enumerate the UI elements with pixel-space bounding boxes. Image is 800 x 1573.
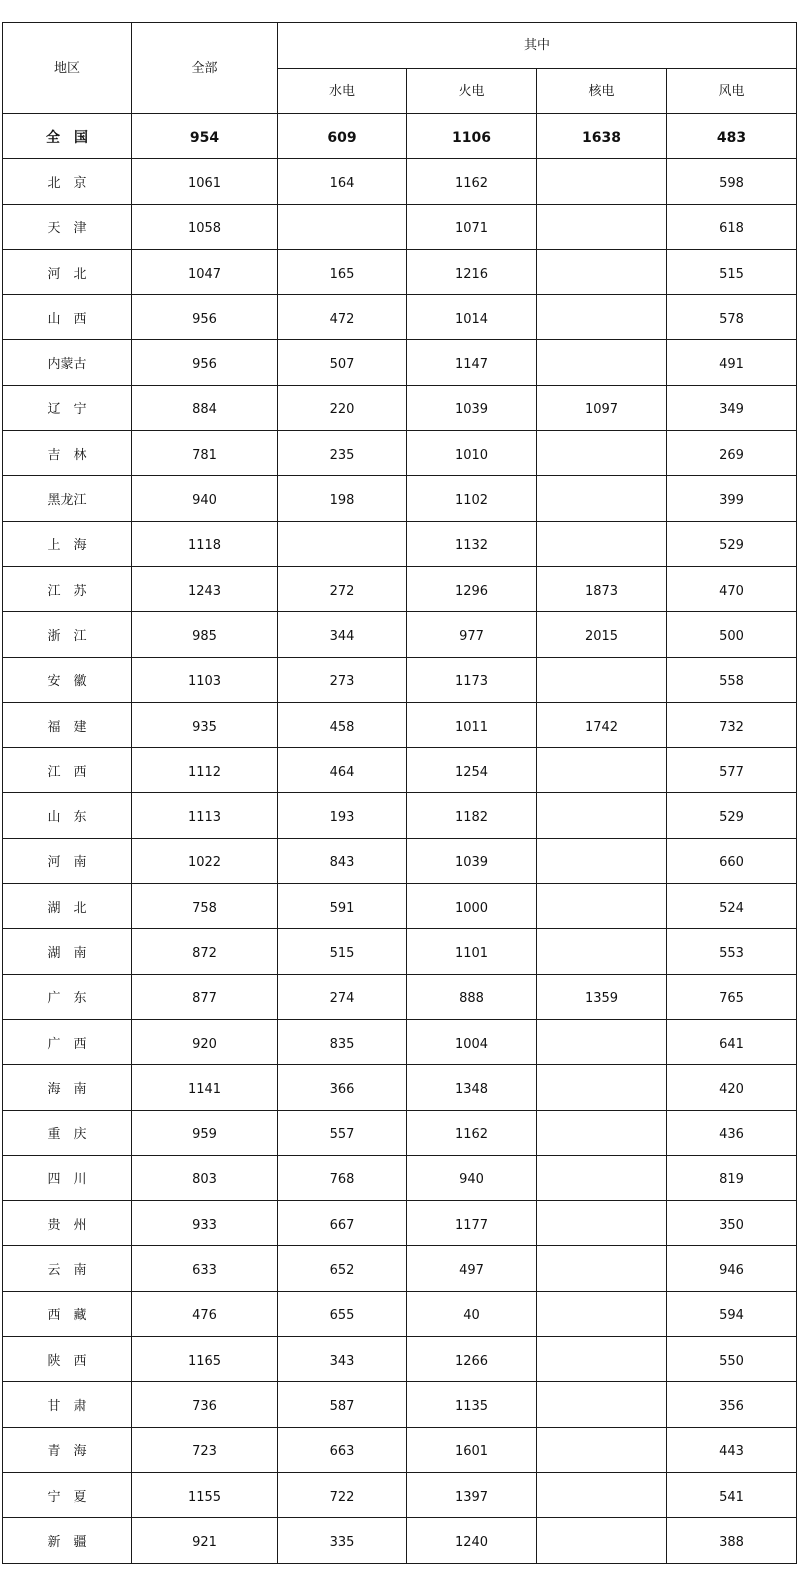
cell-region: 宁 夏 bbox=[3, 1472, 132, 1517]
cell-region: 西 藏 bbox=[3, 1291, 132, 1336]
cell-region: 青 海 bbox=[3, 1427, 132, 1472]
cell-region: 湖 南 bbox=[3, 929, 132, 974]
cell-nuclear bbox=[537, 521, 667, 566]
cell-total: 1141 bbox=[132, 1065, 278, 1110]
cell-nuclear bbox=[537, 1065, 667, 1110]
table-row bbox=[3, 748, 797, 793]
cell-thermal: 497 bbox=[407, 1246, 537, 1291]
table-row bbox=[3, 340, 797, 385]
cell-region: 甘 肃 bbox=[3, 1382, 132, 1427]
table-row bbox=[3, 1155, 797, 1200]
table-header bbox=[3, 23, 797, 114]
cell-nuclear bbox=[537, 295, 667, 340]
cell-region: 山 东 bbox=[3, 793, 132, 838]
cell-region: 河 南 bbox=[3, 838, 132, 883]
cell-hydro: 366 bbox=[278, 1065, 407, 1110]
cell-region: 吉 林 bbox=[3, 431, 132, 476]
cell-thermal: 940 bbox=[407, 1155, 537, 1200]
cell-nuclear bbox=[537, 1019, 667, 1064]
cell-thermal: 1177 bbox=[407, 1201, 537, 1246]
table-row bbox=[3, 1291, 797, 1336]
table-row bbox=[3, 476, 797, 521]
cell-total: 956 bbox=[132, 340, 278, 385]
cell-region: 新 疆 bbox=[3, 1518, 132, 1563]
cell-nuclear bbox=[537, 657, 667, 702]
cell-nuclear bbox=[537, 431, 667, 476]
cell-total: 1058 bbox=[132, 204, 278, 249]
cell-hydro: 722 bbox=[278, 1472, 407, 1517]
header-hydro: 水电 bbox=[278, 69, 407, 114]
cell-wind: 618 bbox=[667, 204, 797, 249]
cell-total: 933 bbox=[132, 1201, 278, 1246]
cell-total: 1243 bbox=[132, 566, 278, 611]
table-row bbox=[3, 1246, 797, 1291]
cell-total: 1118 bbox=[132, 521, 278, 566]
cell-nuclear bbox=[537, 159, 667, 204]
table-body bbox=[3, 114, 797, 1564]
cell-region: 江 西 bbox=[3, 748, 132, 793]
cell-hydro: 344 bbox=[278, 612, 407, 657]
cell-hydro: 198 bbox=[278, 476, 407, 521]
national-row bbox=[3, 114, 797, 159]
cell-hydro: 464 bbox=[278, 748, 407, 793]
cell-region: 广 西 bbox=[3, 1019, 132, 1064]
header-total: 全部 bbox=[132, 23, 278, 114]
cell-nuclear bbox=[537, 1291, 667, 1336]
cell-thermal: 1106 bbox=[407, 114, 537, 159]
header-row-1 bbox=[3, 23, 797, 69]
cell-hydro: 193 bbox=[278, 793, 407, 838]
cell-wind: 765 bbox=[667, 974, 797, 1019]
cell-nuclear: 1638 bbox=[537, 114, 667, 159]
table-row bbox=[3, 838, 797, 883]
cell-thermal: 1135 bbox=[407, 1382, 537, 1427]
cell-nuclear bbox=[537, 748, 667, 793]
cell-region: 云 南 bbox=[3, 1246, 132, 1291]
cell-wind: 577 bbox=[667, 748, 797, 793]
cell-thermal: 1010 bbox=[407, 431, 537, 476]
cell-total: 781 bbox=[132, 431, 278, 476]
cell-total: 1113 bbox=[132, 793, 278, 838]
cell-nuclear bbox=[537, 1382, 667, 1427]
table-row bbox=[3, 249, 797, 294]
table-row bbox=[3, 1382, 797, 1427]
cell-wind: 598 bbox=[667, 159, 797, 204]
cell-total: 1022 bbox=[132, 838, 278, 883]
cell-nuclear bbox=[537, 1337, 667, 1382]
cell-wind: 558 bbox=[667, 657, 797, 702]
cell-hydro: 274 bbox=[278, 974, 407, 1019]
power-hours-table bbox=[2, 22, 797, 1564]
header-of-which: 其中 bbox=[278, 23, 797, 69]
cell-thermal: 1254 bbox=[407, 748, 537, 793]
data-table-container bbox=[2, 22, 796, 1564]
cell-wind: 529 bbox=[667, 521, 797, 566]
cell-nuclear bbox=[537, 793, 667, 838]
cell-thermal: 888 bbox=[407, 974, 537, 1019]
cell-total: 736 bbox=[132, 1382, 278, 1427]
cell-wind: 819 bbox=[667, 1155, 797, 1200]
cell-region: 福 建 bbox=[3, 702, 132, 747]
cell-hydro: 273 bbox=[278, 657, 407, 702]
cell-region: 江 苏 bbox=[3, 566, 132, 611]
cell-nuclear bbox=[537, 838, 667, 883]
cell-total: 877 bbox=[132, 974, 278, 1019]
cell-region: 海 南 bbox=[3, 1065, 132, 1110]
cell-hydro: 235 bbox=[278, 431, 407, 476]
cell-wind: 483 bbox=[667, 114, 797, 159]
cell-thermal: 1014 bbox=[407, 295, 537, 340]
cell-total: 1103 bbox=[132, 657, 278, 702]
cell-nuclear: 1359 bbox=[537, 974, 667, 1019]
cell-region: 广 东 bbox=[3, 974, 132, 1019]
cell-total: 935 bbox=[132, 702, 278, 747]
cell-total: 959 bbox=[132, 1110, 278, 1155]
cell-hydro: 557 bbox=[278, 1110, 407, 1155]
header-wind: 风电 bbox=[667, 69, 797, 114]
cell-region: 浙 江 bbox=[3, 612, 132, 657]
cell-nuclear: 1097 bbox=[537, 385, 667, 430]
table-row bbox=[3, 612, 797, 657]
cell-thermal: 1039 bbox=[407, 385, 537, 430]
cell-region: 黑龙江 bbox=[3, 476, 132, 521]
cell-nuclear bbox=[537, 249, 667, 294]
cell-region: 内蒙古 bbox=[3, 340, 132, 385]
cell-hydro: 591 bbox=[278, 884, 407, 929]
cell-hydro: 472 bbox=[278, 295, 407, 340]
cell-nuclear bbox=[537, 884, 667, 929]
cell-thermal: 40 bbox=[407, 1291, 537, 1336]
table-row bbox=[3, 1019, 797, 1064]
cell-wind: 388 bbox=[667, 1518, 797, 1563]
cell-nuclear bbox=[537, 476, 667, 521]
cell-wind: 269 bbox=[667, 431, 797, 476]
cell-thermal: 1173 bbox=[407, 657, 537, 702]
cell-wind: 524 bbox=[667, 884, 797, 929]
table-row bbox=[3, 295, 797, 340]
cell-hydro: 343 bbox=[278, 1337, 407, 1382]
cell-hydro: 165 bbox=[278, 249, 407, 294]
cell-nuclear bbox=[537, 1110, 667, 1155]
cell-hydro: 768 bbox=[278, 1155, 407, 1200]
cell-total: 1165 bbox=[132, 1337, 278, 1382]
cell-region: 辽 宁 bbox=[3, 385, 132, 430]
cell-wind: 515 bbox=[667, 249, 797, 294]
cell-thermal: 1162 bbox=[407, 1110, 537, 1155]
cell-wind: 550 bbox=[667, 1337, 797, 1382]
cell-thermal: 1071 bbox=[407, 204, 537, 249]
cell-hydro bbox=[278, 521, 407, 566]
cell-thermal: 1266 bbox=[407, 1337, 537, 1382]
cell-thermal: 1132 bbox=[407, 521, 537, 566]
cell-region: 四 川 bbox=[3, 1155, 132, 1200]
cell-total: 723 bbox=[132, 1427, 278, 1472]
cell-wind: 660 bbox=[667, 838, 797, 883]
table-row bbox=[3, 204, 797, 249]
table-row bbox=[3, 974, 797, 1019]
cell-wind: 594 bbox=[667, 1291, 797, 1336]
cell-nuclear bbox=[537, 1246, 667, 1291]
cell-wind: 443 bbox=[667, 1427, 797, 1472]
cell-wind: 349 bbox=[667, 385, 797, 430]
cell-nuclear bbox=[537, 204, 667, 249]
cell-hydro bbox=[278, 204, 407, 249]
cell-thermal: 1397 bbox=[407, 1472, 537, 1517]
table-row bbox=[3, 1472, 797, 1517]
cell-hydro: 609 bbox=[278, 114, 407, 159]
cell-hydro: 515 bbox=[278, 929, 407, 974]
cell-nuclear bbox=[537, 1155, 667, 1200]
table-row bbox=[3, 1201, 797, 1246]
cell-nuclear: 2015 bbox=[537, 612, 667, 657]
cell-nuclear bbox=[537, 1518, 667, 1563]
table-row bbox=[3, 385, 797, 430]
cell-wind: 500 bbox=[667, 612, 797, 657]
cell-hydro: 272 bbox=[278, 566, 407, 611]
cell-hydro: 587 bbox=[278, 1382, 407, 1427]
cell-wind: 350 bbox=[667, 1201, 797, 1246]
table-row bbox=[3, 793, 797, 838]
table-row bbox=[3, 521, 797, 566]
cell-total: 1047 bbox=[132, 249, 278, 294]
cell-region: 湖 北 bbox=[3, 884, 132, 929]
cell-thermal: 1296 bbox=[407, 566, 537, 611]
cell-region: 全 国 bbox=[3, 114, 132, 159]
cell-total: 884 bbox=[132, 385, 278, 430]
table-row bbox=[3, 431, 797, 476]
cell-wind: 578 bbox=[667, 295, 797, 340]
cell-thermal: 1182 bbox=[407, 793, 537, 838]
table-row bbox=[3, 1065, 797, 1110]
cell-hydro: 220 bbox=[278, 385, 407, 430]
cell-hydro: 458 bbox=[278, 702, 407, 747]
table-row bbox=[3, 1427, 797, 1472]
cell-nuclear: 1742 bbox=[537, 702, 667, 747]
cell-region: 山 西 bbox=[3, 295, 132, 340]
cell-wind: 470 bbox=[667, 566, 797, 611]
cell-wind: 946 bbox=[667, 1246, 797, 1291]
cell-region: 河 北 bbox=[3, 249, 132, 294]
cell-region: 贵 州 bbox=[3, 1201, 132, 1246]
cell-nuclear bbox=[537, 929, 667, 974]
cell-region: 上 海 bbox=[3, 521, 132, 566]
cell-wind: 491 bbox=[667, 340, 797, 385]
cell-total: 956 bbox=[132, 295, 278, 340]
table-row bbox=[3, 159, 797, 204]
cell-total: 803 bbox=[132, 1155, 278, 1200]
cell-wind: 436 bbox=[667, 1110, 797, 1155]
cell-total: 920 bbox=[132, 1019, 278, 1064]
cell-thermal: 1000 bbox=[407, 884, 537, 929]
cell-thermal: 1348 bbox=[407, 1065, 537, 1110]
cell-wind: 420 bbox=[667, 1065, 797, 1110]
cell-nuclear bbox=[537, 340, 667, 385]
cell-total: 940 bbox=[132, 476, 278, 521]
cell-nuclear bbox=[537, 1472, 667, 1517]
cell-thermal: 1216 bbox=[407, 249, 537, 294]
cell-nuclear bbox=[537, 1427, 667, 1472]
cell-hydro: 655 bbox=[278, 1291, 407, 1336]
cell-nuclear bbox=[537, 1201, 667, 1246]
cell-total: 633 bbox=[132, 1246, 278, 1291]
header-thermal: 火电 bbox=[407, 69, 537, 114]
header-nuclear: 核电 bbox=[537, 69, 667, 114]
header-region: 地区 bbox=[3, 23, 132, 114]
cell-region: 北 京 bbox=[3, 159, 132, 204]
cell-hydro: 164 bbox=[278, 159, 407, 204]
cell-nuclear: 1873 bbox=[537, 566, 667, 611]
table-row bbox=[3, 1518, 797, 1563]
cell-total: 476 bbox=[132, 1291, 278, 1336]
cell-thermal: 1101 bbox=[407, 929, 537, 974]
cell-region: 重 庆 bbox=[3, 1110, 132, 1155]
cell-region: 陕 西 bbox=[3, 1337, 132, 1382]
cell-wind: 553 bbox=[667, 929, 797, 974]
cell-hydro: 667 bbox=[278, 1201, 407, 1246]
table-row bbox=[3, 1110, 797, 1155]
cell-wind: 732 bbox=[667, 702, 797, 747]
cell-hydro: 663 bbox=[278, 1427, 407, 1472]
table-row bbox=[3, 1337, 797, 1382]
cell-hydro: 843 bbox=[278, 838, 407, 883]
table-row bbox=[3, 657, 797, 702]
cell-wind: 399 bbox=[667, 476, 797, 521]
cell-thermal: 1102 bbox=[407, 476, 537, 521]
cell-hydro: 335 bbox=[278, 1518, 407, 1563]
cell-thermal: 1011 bbox=[407, 702, 537, 747]
cell-wind: 356 bbox=[667, 1382, 797, 1427]
cell-region: 安 徽 bbox=[3, 657, 132, 702]
cell-total: 872 bbox=[132, 929, 278, 974]
table-row bbox=[3, 929, 797, 974]
cell-total: 921 bbox=[132, 1518, 278, 1563]
table-row bbox=[3, 566, 797, 611]
cell-region: 天 津 bbox=[3, 204, 132, 249]
cell-hydro: 507 bbox=[278, 340, 407, 385]
cell-total: 985 bbox=[132, 612, 278, 657]
cell-thermal: 1004 bbox=[407, 1019, 537, 1064]
table-row bbox=[3, 702, 797, 747]
cell-thermal: 1240 bbox=[407, 1518, 537, 1563]
cell-wind: 641 bbox=[667, 1019, 797, 1064]
cell-thermal: 977 bbox=[407, 612, 537, 657]
cell-total: 1155 bbox=[132, 1472, 278, 1517]
cell-total: 758 bbox=[132, 884, 278, 929]
cell-total: 1112 bbox=[132, 748, 278, 793]
cell-hydro: 652 bbox=[278, 1246, 407, 1291]
cell-wind: 541 bbox=[667, 1472, 797, 1517]
cell-wind: 529 bbox=[667, 793, 797, 838]
cell-total: 1061 bbox=[132, 159, 278, 204]
cell-total: 954 bbox=[132, 114, 278, 159]
table-row bbox=[3, 884, 797, 929]
cell-hydro: 835 bbox=[278, 1019, 407, 1064]
cell-thermal: 1162 bbox=[407, 159, 537, 204]
cell-thermal: 1039 bbox=[407, 838, 537, 883]
cell-thermal: 1147 bbox=[407, 340, 537, 385]
cell-thermal: 1601 bbox=[407, 1427, 537, 1472]
